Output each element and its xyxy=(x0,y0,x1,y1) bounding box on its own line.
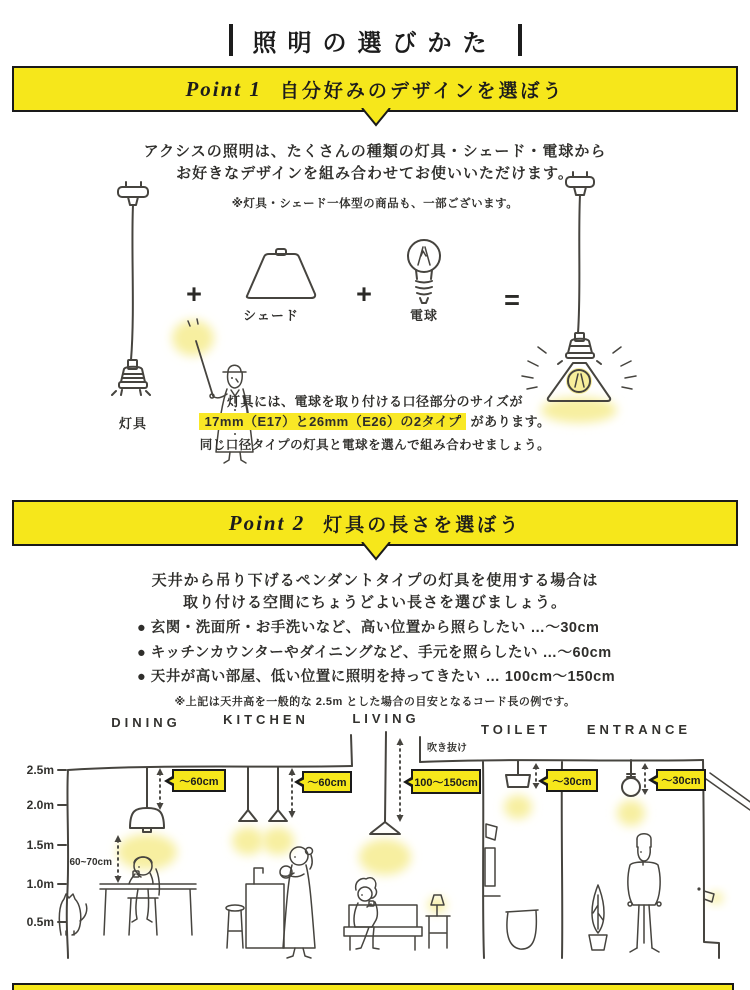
point3-banner-edge xyxy=(12,983,734,990)
point2-heading: 灯具の長さを選ぼう xyxy=(323,514,522,536)
scale-label-2-0m: 2.0m xyxy=(26,798,54,812)
bulb-label: 電球 xyxy=(409,308,438,323)
plus-sign: + xyxy=(186,279,202,309)
point2-label: Point 2 xyxy=(228,510,306,535)
entrance-person-illustration xyxy=(628,834,661,952)
point1-label: Point 1 xyxy=(185,76,262,101)
cord-length-list xyxy=(137,616,615,690)
socket-text-line2-suffix: があります。 xyxy=(466,414,551,429)
kitchen-light-glow xyxy=(262,827,294,855)
scale-label-1-5m: 1.5m xyxy=(26,838,54,852)
callout-entrance: ～30cm xyxy=(656,769,706,791)
cat-illustration xyxy=(59,894,86,935)
title-left-bar-icon xyxy=(229,24,233,56)
living-person-illustration xyxy=(354,878,379,949)
point1-note: ※灯具・シェード一体型の商品も、一部ございます。 xyxy=(231,198,519,210)
callout-kitchen: ～60cm xyxy=(302,771,352,793)
assembled-lamp-icon xyxy=(548,172,610,401)
plus-sign: + xyxy=(356,279,372,309)
point1-intro-line1: アクシスの照明は、たくさんの種類の灯具・シェード・電球から xyxy=(143,143,607,160)
point1-banner-pointer-icon xyxy=(360,108,392,128)
callout-dining: ～60cm xyxy=(172,769,226,792)
height-scale-ticks xyxy=(58,770,66,922)
list-item: ● 天井が高い部屋、低い位置に照明を持ってきたい … 100cm～150cm xyxy=(137,669,616,685)
entrance-light-glow xyxy=(617,800,645,826)
room-label-living: LIVING xyxy=(352,711,420,726)
point1-banner xyxy=(12,66,738,112)
pendant-fixture-icon xyxy=(112,182,150,395)
scale-label-1-0m: 1.0m xyxy=(26,877,54,891)
list-item: ● 玄関・洗面所・お手洗いなど、高い位置から照らしたい …～30cm xyxy=(137,620,600,636)
living-light-glow xyxy=(359,839,411,875)
socket-size-highlight: 17mm（E17）と26mm（E26）の2タイプ xyxy=(199,413,466,430)
callout-toilet: ～30cm xyxy=(546,769,598,792)
room-label-dining: DINING xyxy=(111,715,181,730)
room-label-entrance: ENTRANCE xyxy=(586,722,692,737)
room-label-kitchen: KITCHEN xyxy=(223,712,309,727)
point1-intro-line2: お好きなデザインを組み合わせてお使いいただけます。 xyxy=(176,165,574,182)
socket-text-line1: 灯具には、電球を取り付ける口径部分のサイズが xyxy=(227,394,523,409)
page-title-text: 照明の選びかた xyxy=(252,29,498,57)
kitchen-light-glow xyxy=(232,827,264,855)
kitchen-counter-illustration xyxy=(226,868,284,948)
socket-text-line3: 同じ口径タイプの灯具と電球を選んで組み合わせましょう。 xyxy=(199,438,551,452)
scale-label-0-5m: 0.5m xyxy=(26,915,54,929)
point2-banner xyxy=(12,500,738,546)
dining-height-arrow xyxy=(157,768,164,810)
dining-light-glow xyxy=(117,834,177,870)
room-height-diagram xyxy=(0,705,750,990)
toilet-room-illustration xyxy=(483,824,538,949)
point2-intro-line1: 天井から吊り下げるペンダントタイプの灯具を使用する場合は xyxy=(151,572,599,589)
socket-text-line2 xyxy=(0,411,750,430)
wand-sparkle-glow xyxy=(172,320,214,356)
toilet-ceiling-lamp-icon xyxy=(506,761,530,787)
bulb-icon xyxy=(408,240,440,303)
shade-label: シェード xyxy=(243,308,299,323)
scale-label-2-5m: 2.5m xyxy=(26,763,54,777)
room-label-toilet: TOILET xyxy=(481,722,551,737)
point2-intro-line2: 取り付ける空間にちょうどよい長さを選びましょう。 xyxy=(182,594,567,611)
toilet-light-glow xyxy=(504,795,532,819)
point2-note: ※上記は天井高を一般的な 2.5m とした場合の目安となるコード長の例です。 xyxy=(174,696,576,708)
dining-pendant-icon xyxy=(130,768,164,832)
atrium-label: 吹き抜け xyxy=(427,743,467,754)
plant-illustration xyxy=(589,885,607,950)
shade-icon xyxy=(247,249,315,298)
title-right-bar-icon xyxy=(518,24,522,56)
table-height-label: 60~70cm xyxy=(69,857,112,868)
entrance-bulb-icon xyxy=(622,760,640,796)
kitchen-person-illustration xyxy=(280,847,315,958)
kitchen-pendant-icon xyxy=(239,767,287,821)
list-item: ● キッチンカウンターやダイニングなど、手元を照らしたい …～60cm xyxy=(137,644,612,661)
point2-banner-pointer-icon xyxy=(360,542,392,562)
page-title xyxy=(0,22,750,58)
callout-living: 100～150cm xyxy=(411,769,481,794)
point1-heading: 自分好みのデザインを選ぼう xyxy=(279,80,565,102)
fixture-label: 灯具 xyxy=(118,416,147,431)
equals-sign: = xyxy=(504,285,520,315)
living-pendant-icon xyxy=(370,732,400,834)
